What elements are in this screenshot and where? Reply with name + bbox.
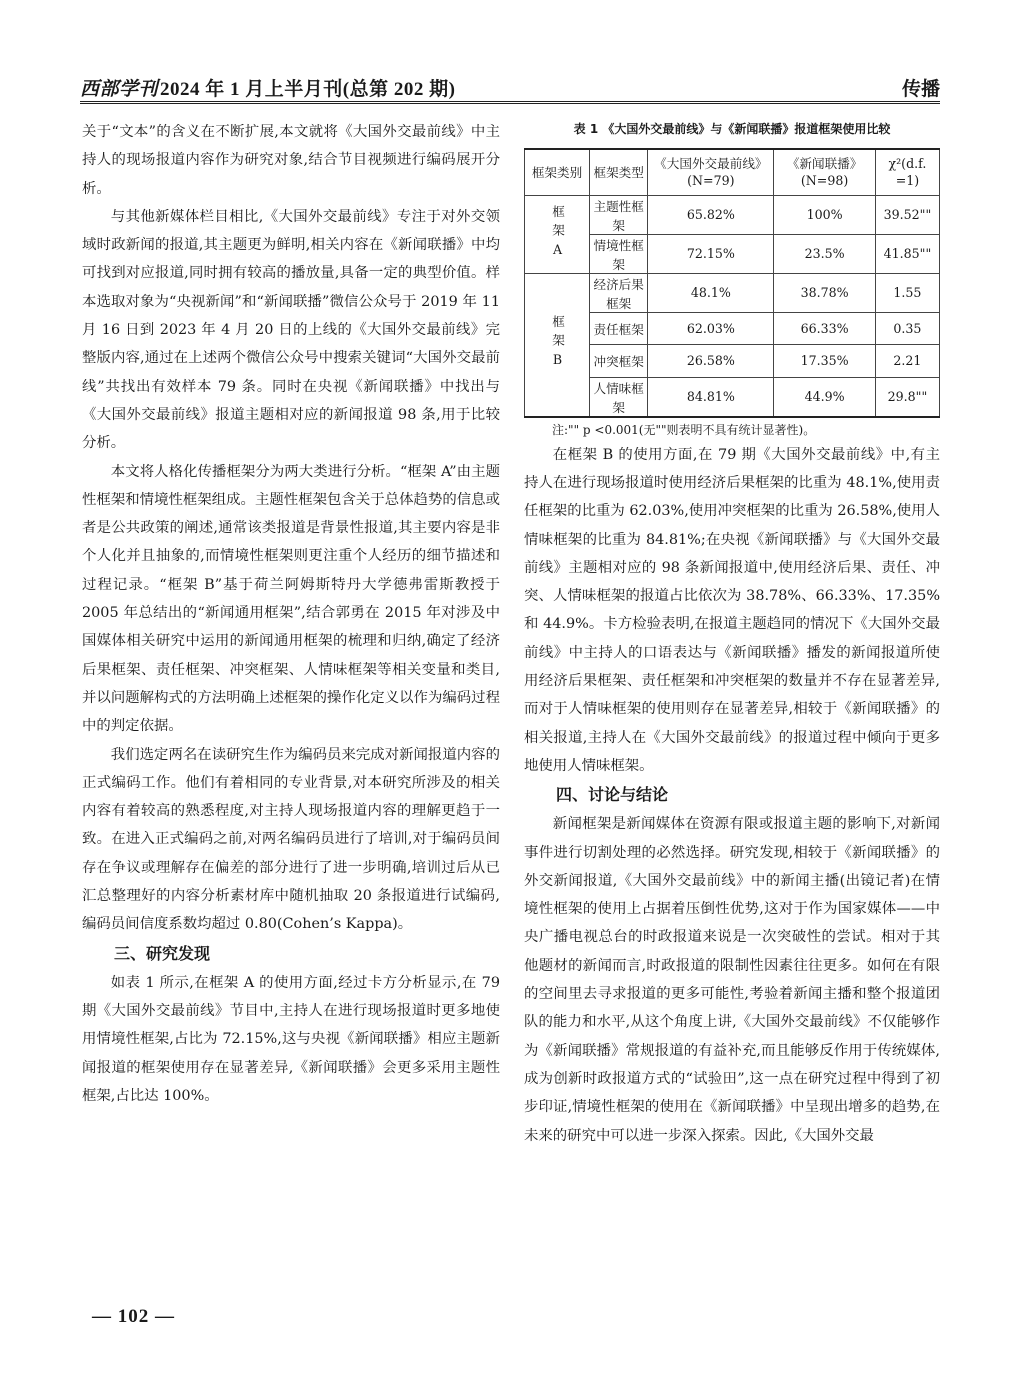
chi-cell: 1.55	[875, 273, 939, 312]
chi-cell: 29.8""	[875, 377, 939, 417]
header-cell: 《大国外交最前线》(N=79)	[648, 149, 774, 195]
left-column	[82, 118, 500, 1110]
table-caption: 表 1 《大国外交最前线》与《新闻联播》报道框架使用比较	[573, 122, 891, 136]
issue-info: 2024 年 1 月上半月刊(总第 202 期)	[160, 79, 456, 100]
header-cell: χ²(d.f. =1)	[875, 149, 939, 195]
chi-cell: 2.21	[875, 345, 939, 378]
section-label: 传播	[901, 78, 940, 100]
frame-comparison-table	[524, 148, 940, 418]
frame-type-cell: 经济后果框架	[590, 273, 648, 312]
header-cell: 框架类型	[590, 149, 648, 195]
group-label-b: 框架B	[525, 273, 590, 417]
value-cell: 17.35%	[774, 345, 876, 378]
section-heading: 三、研究发现	[114, 943, 211, 963]
value-cell: 44.9%	[774, 377, 876, 417]
paragraph: 与其他新媒体栏目相比,《大国外交最前线》专注于对外交领域时政新闻的报道,其主题更为鲜明,相关内容在《新闻联播》中均可找到对应报道,同时拥有较高的播放量,具备一定的典型价值。样本选取对象为“央视新闻”和“新闻联播”微信公众号于 2019 年 11 月 16 日到 2023 年 4 月 20 日的上线的《大国外交最前线》完整版内容,通过在上述两个微信公众号中搜索关键词“大国外交最前线”共找出有效样本 79 条。同时在央视《新闻联播》中找出与《大国外交最前线》报道主题相对应的新闻报道 98 条,用于比较分析。	[82, 208, 500, 452]
value-cell: 66.33%	[774, 312, 876, 345]
value-cell: 48.1%	[648, 273, 774, 312]
journal-logo: 西部学刊	[80, 79, 159, 100]
header-cell: 框架类别	[525, 149, 590, 195]
frame-type-cell: 冲突框架	[590, 345, 648, 378]
chi-cell: 39.52""	[875, 195, 939, 234]
right-column	[524, 118, 940, 1150]
frame-type-cell: 主题性框架	[590, 195, 648, 234]
header-cell: 《新闻联播》(N=98)	[774, 149, 876, 195]
frame-type-cell: 人情味框架	[590, 377, 648, 417]
table-row	[525, 195, 940, 234]
paragraph: 在框架 B 的使用方面,在 79 期《大国外交最前线》中,有主持人在进行现场报道时使用经济后果框架的比重为 48.1%,使用责任框架的比重为 62.03%,使用冲突框架的比重为 26.58%,使用人情味框架的比重为 84.81%;在央视《新闻联播》与《大国外交最前线》主题相对应的 98 条新闻报道中,使用经济后果、责任、冲突、人情味框架的报道占比依次为 38.78%、66.33%、17.35%和 44.9%。卡方检验表明,在报道主题趋同的情况下《大国外交最前线》中主持人的口语表达与《新闻联播》播发的新闻报道所使用经济后果框架、责任框架和冲突框架的数量并不存在显著差异,而对于人情味框架的使用则存在显著差异,相较于《新闻联播》的相关报道,主持人在《大国外交最前线》的报道过程中倾向于更多地使用人情味框架。	[524, 446, 940, 774]
section-heading: 四、讨论与结论	[556, 785, 669, 805]
paragraph: 如表 1 所示,在框架 A 的使用方面,经过卡方分析显示,在 79 期《大国外交最前线》节目中,主持人在进行现场报道时更多地使用情境性框架,占比为 72.15%,这与央视《新闻联播》相应主题新闻报道的框架使用存在显著差异,《新闻联播》会更多采用主题性框架,占比达 100%。	[82, 974, 500, 1104]
table-note: 注:"" p <0.001(无""则表明不具有统计显著性)。	[552, 422, 816, 437]
frame-type-cell: 情境性框架	[590, 234, 648, 273]
value-cell: 23.5%	[774, 234, 876, 273]
value-cell: 100%	[774, 195, 876, 234]
page-number: — 102 —	[92, 1306, 175, 1327]
paragraph: 本文将人格化传播框架分为两大类进行分析。“框架 A”由主题性框架和情境性框架组成。主题性框架包含关于总体趋势的信息或者是公共政策的阐述,通常该类报道是背景性报道,其主要内容是非个人化并且抽象的,而情境性框架则更注重个人经历的细节描述和过程记录。“框架 B”基于荷兰阿姆斯特丹大学德弗雷斯教授于 2005 年总结出的“新闻通用框架”,结合郭勇在 2015 年对涉及中国媒体相关研究中运用的新闻通用框架的梳理和归纳,确定了经济后果框架、责任框架、冲突框架、人情味框架等相关变量和类目,并以问题解构式的方法明确上述框架的操作化定义以作为编码过程中的判定依据。	[82, 463, 500, 735]
chi-cell: 41.85""	[875, 234, 939, 273]
paragraph: 新闻框架是新闻媒体在资源有限或报道主题的影响下,对新闻事件进行切割处理的必然选择。研究发现,相较于《新闻联播》的外交新闻报道,《大国外交最前线》中的新闻主播(出镜记者)在情境性框架的使用上占据着压倒性优势,这对于作为国家媒体——中央广播电视总台的时政报道来说是一次突破性的尝试。相对于其他题材的新闻而言,时政报道的限制性因素往往更多。如何在有限的空间里去寻求报道的更多可能性,考验着新闻主播和整个报道团队的能力和水平,从这个角度上讲,《大国外交最前线》不仅能够作为《新闻联播》常规报道的有益补充,而且能够反作用于传统媒体,成为创新时政报道方式的“试验田”,这一点在研究过程中得到了初步印证,情境性框架的使用在《新闻联播》中呈现出增多的趋势,在未来的研究中可以进一步深入探索。因此,《大国外交最	[524, 816, 940, 1144]
table-row	[525, 273, 940, 312]
chi-cell: 0.35	[875, 312, 939, 345]
value-cell: 26.58%	[648, 345, 774, 378]
table-header-row	[525, 149, 940, 195]
value-cell: 72.15%	[648, 234, 774, 273]
value-cell: 38.78%	[774, 273, 876, 312]
paragraph: 关于“文本”的含义在不断扩展,本文就将《大国外交最前线》中主持人的现场报道内容作为研究对象,结合节目视频进行编码展开分析。	[82, 124, 500, 197]
frame-type-cell: 责任框架	[590, 312, 648, 345]
group-label-a: 框架A	[525, 195, 590, 273]
running-header	[80, 70, 940, 104]
value-cell: 84.81%	[648, 377, 774, 417]
journal-masthead	[80, 74, 455, 101]
value-cell: 62.03%	[648, 312, 774, 345]
value-cell: 65.82%	[648, 195, 774, 234]
paragraph: 我们选定两名在读研究生作为编码员来完成对新闻报道内容的正式编码工作。他们有着相同的专业背景,对本研究所涉及的相关内容有着较高的熟悉程度,对主持人现场报道内容的理解更趋于一致。在进入正式编码之前,对两名编码员进行了培训,对于编码员间存在争议或理解存在偏差的部分进行了进一步明确,培训过后从已汇总整理好的内容分析素材库中随机抽取 20 条报道进行试编码,编码员间信度系数均超过 0.80(Cohen’s Kappa)。	[82, 746, 500, 933]
